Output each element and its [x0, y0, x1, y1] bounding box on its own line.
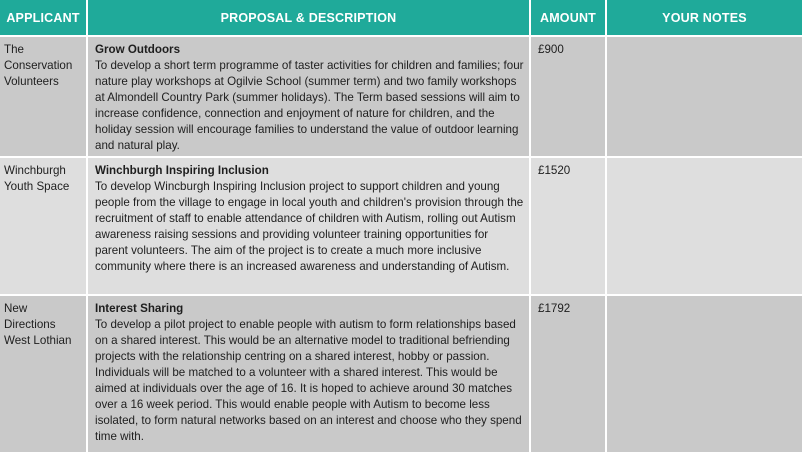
header-row [0, 0, 802, 36]
proposal-description: To develop a short term programme of taster activities for children and families; four nature play workshops at Ogilvie School (summer term) and two family workshops at Almondell Country Park (summer holidays). The Term based sessions will aim to increase confidence, connection and enjoyment of nature for children, and the holiday session will encourage families to understand the value of outdoor learning and natural play. [95, 59, 524, 152]
notes-cell[interactable] [606, 157, 802, 296]
table-row [0, 36, 802, 157]
notes-cell[interactable] [606, 36, 802, 157]
proposal-title: Grow Outdoors [95, 43, 181, 56]
notes-cell[interactable] [606, 295, 802, 452]
proposal-description: To develop a pilot project to enable people with autism to form relationships based on a shared interest. This would be an alternative model to traditional befriending projects with the relationship centring on a shared interest, hobby or passion. Individuals will be matched to a volunteer with a shared interest. This would be aimed at individuals over the age of 16. It is hoped to achieve around 30 matches over a 16 week period. This would enable people with Autism to become less isolated, to form natural networks based on an interest and choose who they spend time with. [95, 318, 522, 444]
applicant-cell: Winchburgh Youth Space [0, 157, 87, 296]
header-amount: AMOUNT [530, 0, 606, 36]
proposal-title: Winchburgh Inspiring Inclusion [95, 163, 269, 177]
table-row [0, 295, 802, 452]
applicant-cell: The Conservation Volunteers [0, 36, 87, 157]
proposal-cell [87, 295, 530, 452]
amount-cell: £1792 [530, 295, 606, 452]
proposal-description: To develop Wincburgh Inspiring Inclusion project to support children and young people from the village to engage in local youth and children's provision through the recruitment of staff to enable attendance of children with Autism, rolling out Autism awareness raising sessions and providing volunteer training opportunities for parent volunteers. The aim of the project is to create a much more inclusive community where there is an increased awareness and understanding of Autism. [95, 179, 524, 273]
proposal-title: Interest Sharing [95, 302, 184, 316]
proposal-cell [87, 36, 530, 157]
proposal-cell [87, 157, 530, 296]
header-notes: YOUR NOTES [606, 0, 802, 36]
header-proposal: PROPOSAL & DESCRIPTION [87, 0, 530, 36]
applicant-cell: New Directions West Lothian [0, 295, 87, 452]
table-row [0, 157, 802, 296]
amount-cell: £1520 [530, 157, 606, 296]
amount-cell: £900 [530, 36, 606, 157]
header-applicant: APPLICANT [0, 0, 87, 36]
